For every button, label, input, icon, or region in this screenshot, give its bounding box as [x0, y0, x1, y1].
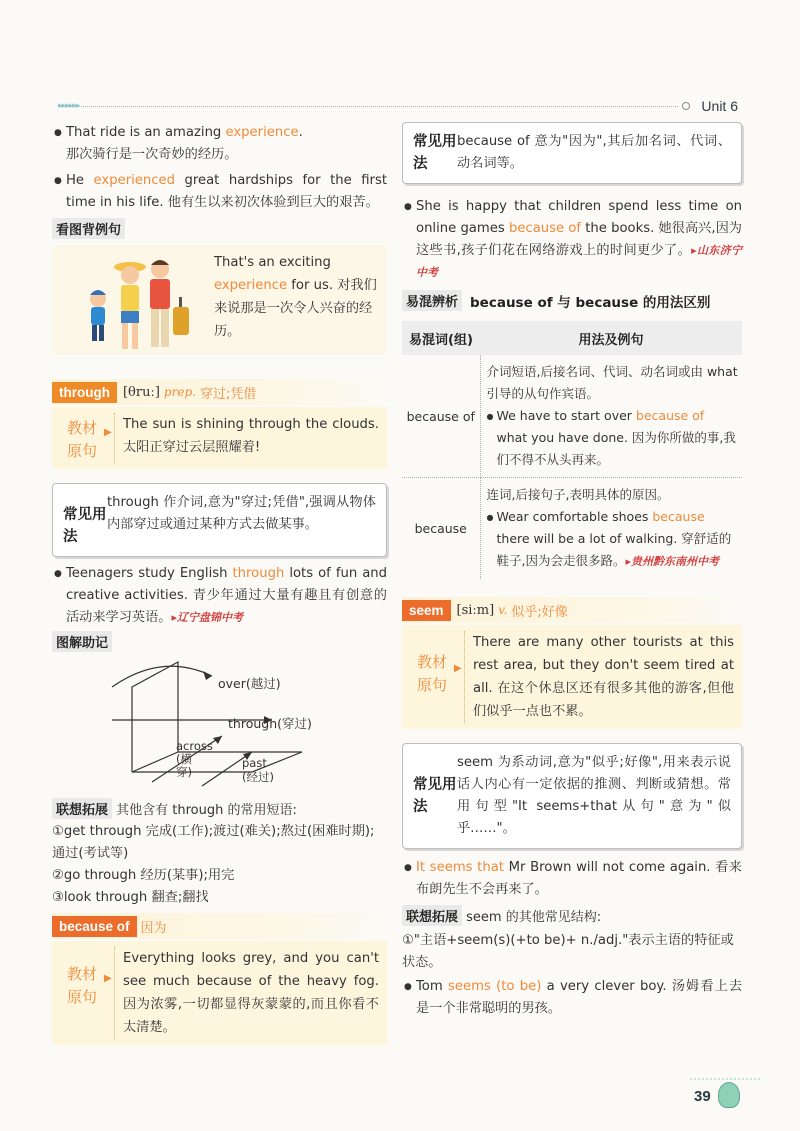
diagram-label-over: over(越过): [218, 676, 281, 691]
usage-box: [402, 743, 742, 849]
word-meaning: 穿过;凭借: [199, 386, 257, 402]
example-sentence: ● Tom seems (to be) a very clever boy. 汤姆看上去是一个非常聪明的男孩。: [402, 976, 742, 1020]
extension: [402, 905, 742, 926]
example-sentence: ● She is happy that children spend less time on online games because of the books. 她很高兴,因为这些书,孩子们花在网络游戏上的时间更少了。▸山东济宁中考: [402, 196, 742, 284]
example-text: There are many other tourists at this rest area, but they don't seem tired at all. 在这个休息区还有很多其他的游客,但他们似乎一点也不累。: [464, 631, 734, 723]
textbook-example: [52, 941, 387, 1045]
section-tag: 联想拓展: [52, 798, 112, 819]
picture-sentence: That's an exciting experience for us. 对我们来说那是一次令人兴奋的经历。: [214, 255, 377, 339]
header-decoration: ▸▸▸▸▸▸: [58, 101, 80, 111]
picture-example: [52, 245, 387, 355]
table-value: 连词,后接句子,表明具体的原因。 ● Wear comfortable shoes because there will be a lot of walking. 穿舒适的鞋子,因为会走很多路。▸贵州黔东南州中考: [480, 478, 742, 580]
diagram-label-across: across (横 穿): [176, 739, 213, 779]
page-header: [58, 96, 738, 118]
word-header-because-of: [52, 913, 387, 939]
example-text: The sun is shining through the clouds. 太阳正穿过云层照耀着!: [114, 413, 379, 463]
table-row: [402, 478, 742, 580]
extension-item: ①get through 完成(工作);渡过(难关);熬过(困难时期);通过(考试等): [52, 824, 375, 861]
table-row: [402, 355, 742, 478]
usage-label: 常见用法: [413, 134, 457, 172]
table-value: 介词短语,后接名词、代词、动名词或由 what 引导的从句作宾语。 ● We have to start over because of what you have done. 因为你所做的事,我们不得不从头再来。: [480, 355, 742, 478]
confusion-title: because of 与 because 的用法区别: [470, 294, 711, 311]
section-tag: 看图背例句: [52, 218, 125, 239]
extension-item: ③look through 翻查;翻找: [52, 890, 209, 905]
section-tag: 联想拓展: [402, 905, 462, 926]
table-key: because of: [402, 355, 480, 478]
arrow-icon: ▶: [104, 427, 112, 438]
extension-intro: seem 的其他常见结构:: [466, 910, 602, 925]
usage-label: 常见用法: [413, 777, 457, 815]
header-divider: [58, 106, 678, 107]
diagram-label-past: past (经过): [242, 756, 274, 784]
extension-item: ②go through 经历(某事);用完: [52, 868, 235, 883]
example-sentence: ● Teenagers study English through lots of fun and creative activities. 青少年通过大量有趣且有创意的活动来学习英语。▸辽宁盘锦中考: [52, 563, 387, 629]
word-tag: because of: [52, 916, 137, 937]
example-sentence: ● That ride is an amazing experience. 那次骑行是一次奇妙的经历。: [52, 122, 387, 166]
table-header: 用法及例句: [480, 321, 742, 355]
part-of-speech: v.: [498, 603, 508, 617]
usage-text: because of 意为"因为",其后加名词、代词、动名词等。: [457, 134, 731, 171]
right-column: [402, 122, 742, 1020]
usage-box: [52, 483, 387, 557]
extension-item: ①"主语+seem(s)(+to be)+ n./adj."表示主语的特征或状态。: [402, 933, 734, 970]
phonetic: [siːm]: [456, 602, 495, 618]
example-sentence: ● It seems that Mr Brown will not come again. 看来布朗先生不会再来了。: [402, 857, 742, 901]
table-key: because: [402, 478, 480, 580]
usage-text: through 作介词,意为"穿过;凭借",强调从物体内部穿过或通过某种方式去做某事。: [107, 495, 376, 532]
diagram-label-through: through(穿过): [228, 716, 312, 731]
word-header-through: [52, 379, 387, 405]
word-header-seem: [402, 597, 742, 623]
arrow-icon: ▶: [454, 663, 462, 674]
usage-label: 常见用法: [63, 507, 107, 545]
phonetic: [θruː]: [122, 384, 160, 400]
table-header: 易混词(组): [402, 321, 480, 355]
confusion-header: [402, 290, 742, 311]
usage-box: [402, 122, 742, 184]
textbook-label: 教材原句: [416, 653, 447, 694]
extension: [52, 798, 387, 819]
page-number-text: 39: [694, 1088, 711, 1105]
textbook-label: 教材原句: [66, 965, 97, 1006]
preposition-diagram: [52, 652, 387, 792]
unit-label: Unit 6: [701, 98, 738, 114]
part-of-speech: prep.: [163, 385, 196, 399]
header-circle: [682, 102, 690, 110]
textbook-example: [52, 407, 387, 469]
comparison-table: [402, 321, 742, 579]
example-text: Everything looks grey, and you can't see much because of the heavy fog. 因为浓雾,一切都显得灰蒙蒙的,而且你看不太清楚。: [114, 947, 379, 1039]
page-number: [690, 1078, 746, 1114]
word-tag: through: [52, 382, 117, 403]
word-meaning: 因为: [140, 920, 167, 936]
lightbulb-icon: [718, 1082, 740, 1108]
textbook-example: [402, 625, 742, 729]
usage-text: seem 为系动词,意为"似乎;好像",用来表示说话人内心有一定依据的推测、判断或猜想。常用句型"It seems+that从句"意为"似乎……"。: [457, 755, 731, 836]
extension-intro: 其他含有 through 的常用短语:: [116, 803, 297, 818]
section-tag: 易混辨析: [402, 290, 462, 311]
word-meaning: 似乎;好像: [511, 604, 568, 620]
word-tag: seem: [402, 600, 451, 621]
arrow-icon: ▶: [104, 973, 112, 984]
example-sentence: ● He experienced great hardships for the first time in his life. 他有生以来初次体验到巨大的艰苦。: [52, 170, 387, 214]
textbook-label: 教材原句: [66, 419, 97, 460]
left-column: [52, 122, 387, 1045]
page-number-decoration: [690, 1078, 760, 1080]
section-tag: 图解助记: [52, 631, 112, 652]
tourists-illustration: [52, 245, 210, 355]
